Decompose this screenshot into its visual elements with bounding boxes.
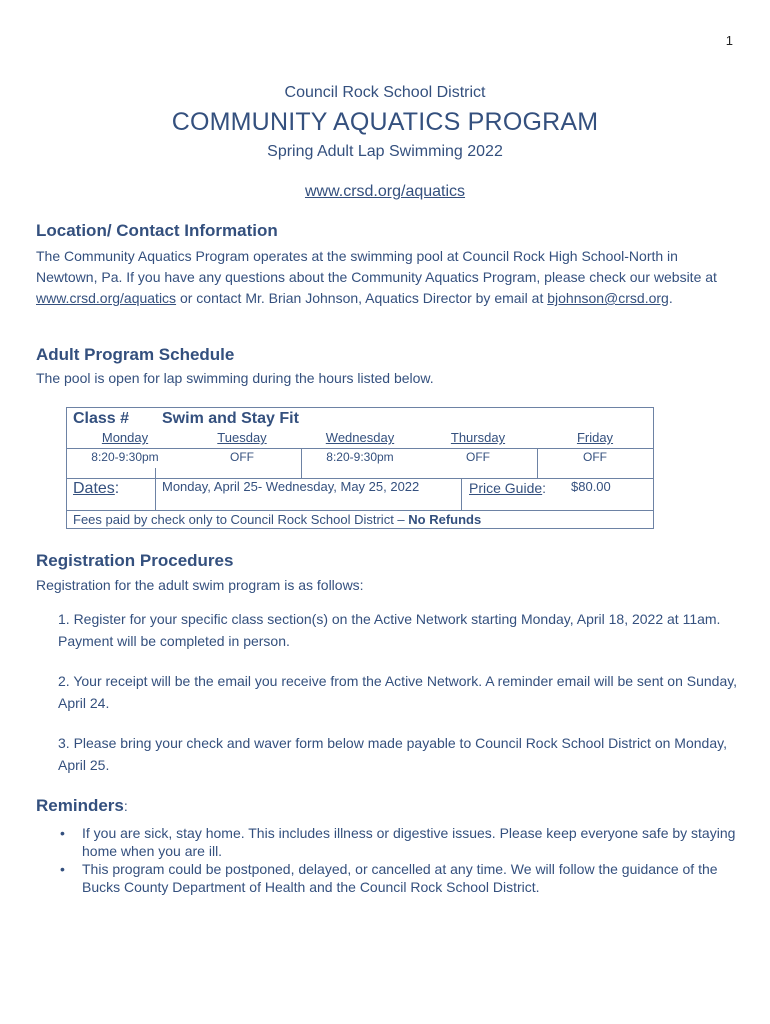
dates-label-text: Dates (73, 480, 115, 497)
hours-tuesday: OFF (230, 450, 254, 464)
schedule-heading: Adult Program Schedule (36, 345, 235, 364)
bullet-icon: • (60, 825, 65, 841)
reminders-list (36, 824, 736, 896)
registration-step: 2. Your receipt will be the email you receive from the Active Network. A reminder email will be sent on Sunday, April 24. (58, 673, 738, 711)
registration-steps (36, 608, 736, 776)
registration-intro: Registration for the adult swim program is as follows: (36, 577, 364, 593)
reminder-text: If you are sick, stay home. This includes illness or digestive issues. Please keep everyone safe by staying home when you are ill. (82, 825, 736, 859)
bullet-icon: • (60, 861, 65, 877)
table-divider (155, 468, 156, 510)
location-text (36, 246, 736, 309)
dates-value: Monday, April 25- Wednesday, May 25, 2022 (162, 479, 420, 494)
district-name: Council Rock School District (284, 84, 486, 101)
day-tuesday: Tuesday (217, 430, 267, 445)
registration-section (36, 551, 736, 794)
location-text-part: or contact Mr. Brian Johnson, Aquatics Director by email at (176, 290, 548, 306)
fees-note (73, 512, 481, 527)
location-section (36, 221, 736, 309)
class-label: Class # (73, 410, 130, 427)
location-text-part: The Community Aquatics Program operates at the swimming pool at Council Rock High School-North in Newtown, Pa. If you have any questions about the Community Aquatics Program, please check our website at (36, 248, 717, 285)
table-divider (67, 510, 653, 511)
price-guide-label-colon: : (542, 480, 547, 496)
website-link[interactable]: www.crsd.org/aquatics (304, 183, 466, 200)
price-value: $80.00 (571, 479, 611, 494)
price-guide-label-text: Price Guide (469, 480, 543, 496)
reminder-text: This program could be postponed, delayed, or cancelled at any time. We will follow the guidance of the Bucks County Department of Health and the Council Rock School District. (82, 861, 718, 895)
aquatics-link[interactable]: www.crsd.org/aquatics (36, 290, 177, 306)
table-divider (67, 448, 653, 449)
hours-wednesday: 8:20-9:30pm (326, 450, 394, 464)
document-header (0, 84, 770, 201)
reminders-heading-text: Reminders (36, 796, 124, 815)
page-number: 1 (725, 33, 733, 48)
reminders-heading (36, 796, 736, 816)
class-row (67, 408, 653, 430)
hours-monday: 8:20-9:30pm (91, 450, 159, 464)
class-name: Swim and Stay Fit (162, 410, 299, 427)
table-divider (461, 478, 462, 510)
hours-thursday: OFF (466, 450, 490, 464)
reminder-item (36, 860, 742, 896)
day-wednesday: Wednesday (325, 430, 395, 445)
fees-text: Fees paid by check only to Council Rock School District – (73, 512, 409, 527)
schedule-section (36, 345, 736, 389)
dates-label (73, 480, 119, 498)
day-monday: Monday (101, 430, 149, 445)
table-divider (537, 448, 538, 478)
dates-label-colon: : (114, 480, 120, 497)
day-thursday: Thursday (450, 430, 506, 445)
no-refunds-text: No Refunds (408, 512, 482, 527)
schedule-intro: The pool is open for lap swimming during the hours listed below. (36, 370, 434, 386)
table-divider (301, 448, 302, 478)
registration-heading: Registration Procedures (36, 551, 234, 570)
day-friday: Friday (576, 430, 614, 445)
program-subtitle: Spring Adult Lap Swimming 2022 (267, 143, 503, 160)
schedule-table (66, 407, 654, 529)
location-heading: Location/ Contact Information (36, 221, 278, 240)
email-link[interactable]: bjohnson@crsd.org (547, 290, 669, 306)
reminders-section (36, 796, 736, 896)
reminder-item (36, 824, 742, 860)
reminders-heading-colon: : (123, 798, 128, 814)
registration-step: 1. Register for your specific class section(s) on the Active Network starting Monday, April 18, 2022 at 11am. Payment will be completed in person. (58, 611, 721, 649)
registration-step: 3. Please bring your check and waver form below made payable to Council Rock School District on Monday, April 25. (58, 735, 727, 773)
hours-friday: OFF (583, 450, 607, 464)
program-title: COMMUNITY AQUATICS PROGRAM (171, 108, 599, 136)
location-text-part: . (668, 290, 673, 306)
price-guide-label (469, 480, 546, 496)
